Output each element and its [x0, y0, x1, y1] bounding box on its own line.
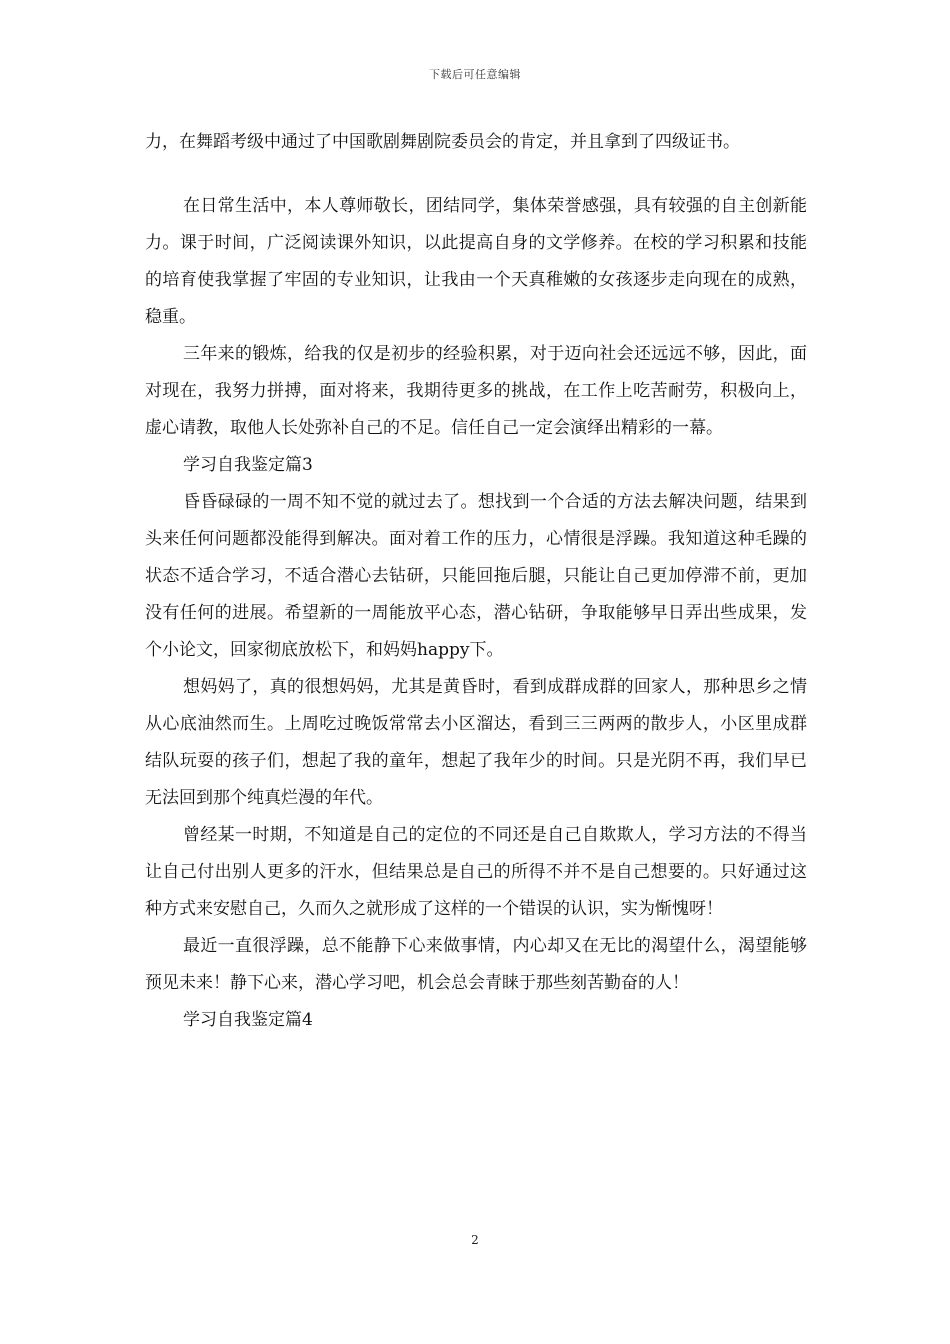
paragraph-recent-restless: 最近一直很浮躁，总不能静下心来做事情，内心却又在无比的渴望什么，渴望能够预见未来！静下心来，潜心学习吧，机会总会青睐于那些刻苦勤奋的人！: [145, 936, 807, 993]
paragraph-missing-mom: 想妈妈了，真的很想妈妈，尤其是黄昏时，看到成群成群的回家人，那种思乡之情从心底油然而生。上周吃过晚饭常常去小区溜达，看到三三两两的散步人，小区里成群结队玩耍的孩子们，想起了我的童年，想起了我年少的时间。只是光阴不再，我们早已无法回到那个纯真烂漫的年代。: [145, 677, 807, 808]
paragraph-past-period: 曾经某一时期，不知道是自己的定位的不同还是自己自欺欺人，学习方法的不得当让自己付出别人更多的汗水，但结果总是自己的所得不并不是自己想要的。只好通过这种方式来安慰自己，久而久之就形成了这样的一个错误的认识，实为惭愧呀！: [145, 825, 807, 919]
page-number: 2: [471, 1233, 479, 1247]
paragraph-week-review: 昏昏碌碌的一周不知不觉的就过去了。想找到一个合适的方法去解决问题，结果到头来任何问题都没能得到解决。面对着工作的压力，心情很是浮躁。我知道这种毛躁的状态不适合学习，不适合潜心去钻研，只能回拖后腿，只能让自己更加停滞不前，更加没有任何的进展。希望新的一周能放平心态，潜心钻研，争取能够早日弄出些成果，发个小论文，回家彻底放松下，和妈妈happy下。: [145, 492, 807, 660]
section-heading-3: 学习自我鉴定篇3: [183, 455, 313, 475]
section-heading-4: 学习自我鉴定篇4: [183, 1010, 313, 1030]
page-header: 下载后可任意编辑: [429, 68, 521, 81]
paragraph-continuation: 力，在舞蹈考级中通过了中国歌剧舞剧院委员会的肯定，并且拿到了四级证书。: [145, 132, 740, 152]
paragraph-daily-life: 在日常生活中，本人尊师敬长，团结同学，集体荣誉感强，具有较强的自主创新能力。课于时间，广泛阅读课外知识，以此提高自身的文学修养。在校的学习积累和技能的培育使我掌握了牢固的专业知识，让我由一个天真稚嫩的女孩逐步走向现在的成熟，稳重。: [145, 196, 807, 327]
paragraph-three-years: 三年来的锻炼，给我的仅是初步的经验积累，对于迈向社会还远远不够，因此，面对现在，我努力拼搏，面对将来，我期待更多的挑战，在工作上吃苦耐劳，积极向上，虚心请教，取他人长处弥补自己的不足。信任自己一定会演绎出精彩的一幕。: [145, 344, 807, 438]
document-body: [145, 124, 807, 1039]
